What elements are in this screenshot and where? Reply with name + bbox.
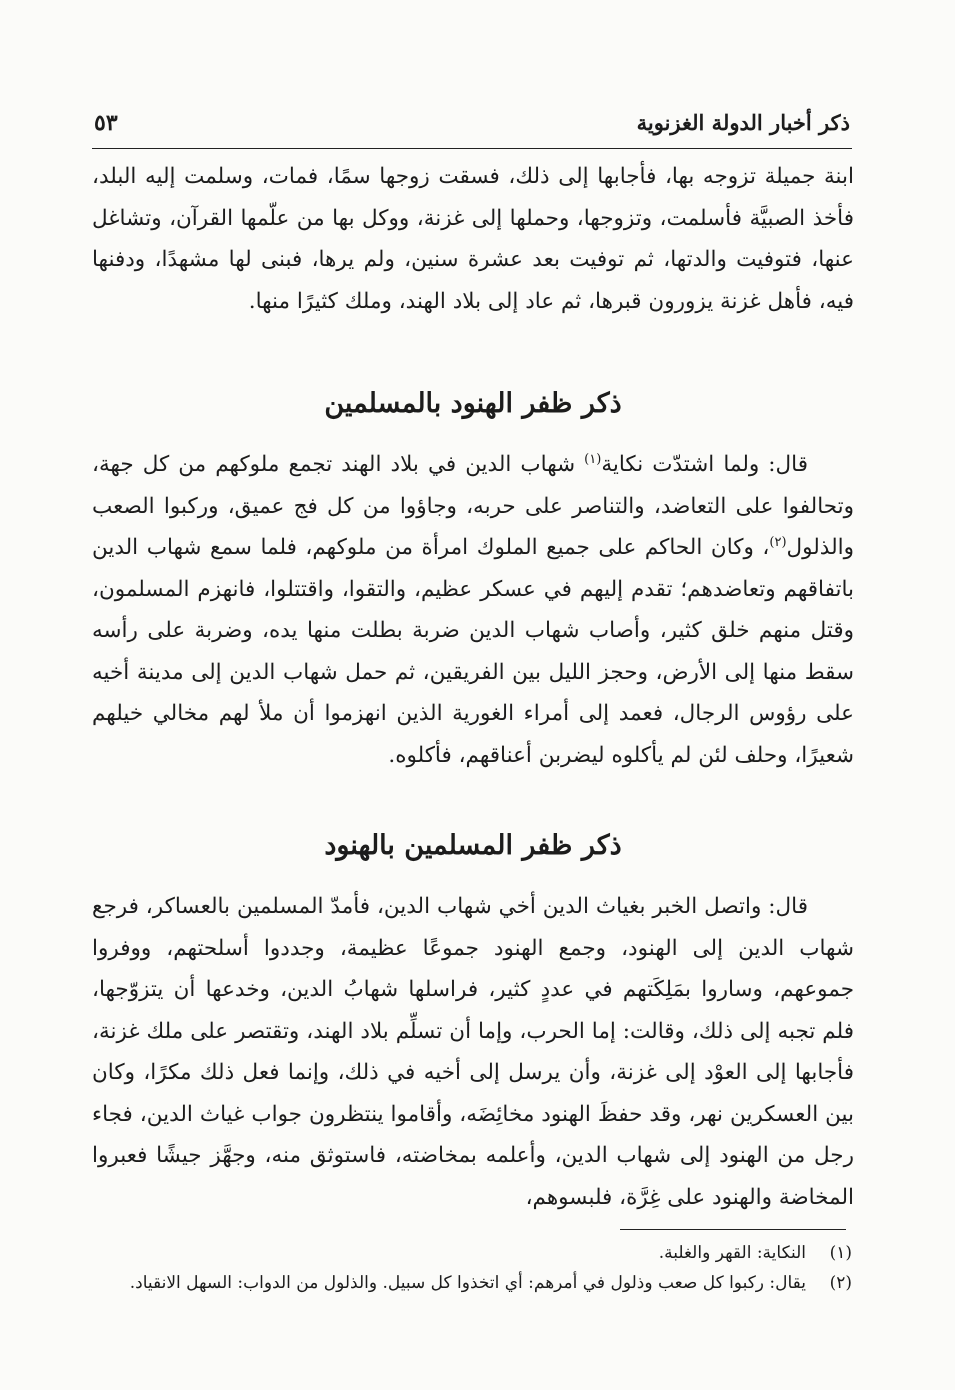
footnote-separator	[620, 1229, 846, 1230]
footnote-ref-2[interactable]: (٢)	[769, 534, 787, 550]
footnote-2	[92, 1268, 852, 1298]
section-heading-hindu-victory: ذكر ظفر الهنود بالمسلمين	[324, 388, 622, 419]
page-number: ٥٣	[94, 110, 118, 136]
section1-text-c: ، وكان الحاكم على جميع الملوك امرأة من ملوكهم، فلما سمع شهاب الدين باتفاقهم وتعاضدهم؛ تقدم إليهم في عسكر عظيم، والتقوا، واقتتلوا، فانهزم المسلمون، وقتل منهم خلق كثير، وأصاب شهاب الدين ضربة بطلت منها يده، وضربة على رأسه سقط منها إلى الأرض، وحجز الليل بين الفريقين، ثم حمل شهاب الدين إلى مدينة أخيه على رؤوس الرجال، فعمد إلى أمراء الغورية الذين انهزموا أن ملأ لهم مخالي خيلهم شعيرًا، وحلف لئن لم يأكلوه ليضربن أعناقهم، فأكلوه.	[92, 535, 854, 768]
footnote-ref-1[interactable]: (١)	[584, 451, 602, 467]
footnote-number: (١)	[829, 1243, 852, 1263]
intro-paragraph: ابنة جميلة تزوجه بها، فأجابها إلى ذلك، فسقت زوجها سمًا، فمات، وسلمت إليه البلد، فأخذ الصبيَّة فأسلمت، وتزوجها، وحملها إلى غزنة، ووكل بها من علّمها القرآن، وتشاغل عنها، فتوفيت والدتها، ثم توفيت بعد عشرة سنين، ولم يرها، فبنى لها مشهدًا، ودفنها فيه، فأهل غزنة يزورون قبرها، ثم عاد إلى بلاد الهند، وملك كثيرًا منها.	[92, 164, 854, 314]
intro-paragraph-block	[92, 156, 854, 322]
section-heading-muslim-victory: ذكر ظفر المسلمين بالهنود	[324, 830, 622, 861]
section2-block	[92, 886, 854, 1218]
footnote-1	[92, 1238, 852, 1268]
section1-text-b: شهاب الدين في بلاد الهند تجمع ملوكهم من كل جهة، وتحالفوا على التعاضد، والتناصر على حربه، وجاؤوا من كل فج عميق، وركبوا الصعب والذلول	[92, 452, 854, 560]
footnote-text: يقال: ركبوا كل صعب وذلول في أمرهم: أي اتخذوا كل سبيل. والذلول من الدواب: السهل الانقياد.	[129, 1273, 806, 1293]
section1-block	[92, 444, 854, 776]
footnote-number: (٢)	[829, 1273, 852, 1293]
footnote-text: النكاية: القهر والغلبة.	[658, 1243, 806, 1263]
footnotes	[92, 1238, 852, 1298]
section1-text-a: قال: ولما اشتدّت نكاية	[601, 452, 808, 477]
running-title: ذكر أخبار الدولة الغزنوية	[636, 110, 850, 135]
page-header	[92, 104, 852, 149]
section1-paragraph	[92, 444, 854, 776]
section2-paragraph: قال: واتصل الخبر بغياث الدين أخي شهاب الدين، فأمدّ المسلمين بالعساكر، فرجع شهاب الدين إلى الهنود، وجمع الهنود جموعًا عظيمة، وجددوا أسلحتهم، ووفروا جموعهم، وساروا بمَلِكَتهم في عددٍ كثير، فراسلها شهابُ الدين، وخدعها أن يتزوّجها، فلم تجبه إلى ذلك، وقالت: إما الحرب، وإما أن تسلِّم بلاد الهند، وتقتصر على ملك غزنة، فأجابها إلى العوْد إلى غزنة، وأن يرسل إلى أخيه في ذلك، وإنما فعل ذلك مكرًا، وكان بين العسكرين نهر، وقد حفظَ الهنود مخائِضَه، وأقاموا ينتظرون جواب غياث الدين، فجاء رجل من الهنود إلى شهاب الدين، وأعلمه بمخاضته، فاستوثق منه، وجهَّز جيشًا فعبروا المخاضة والهنود على غِرَّة، فلبسوهم،	[92, 894, 854, 1210]
